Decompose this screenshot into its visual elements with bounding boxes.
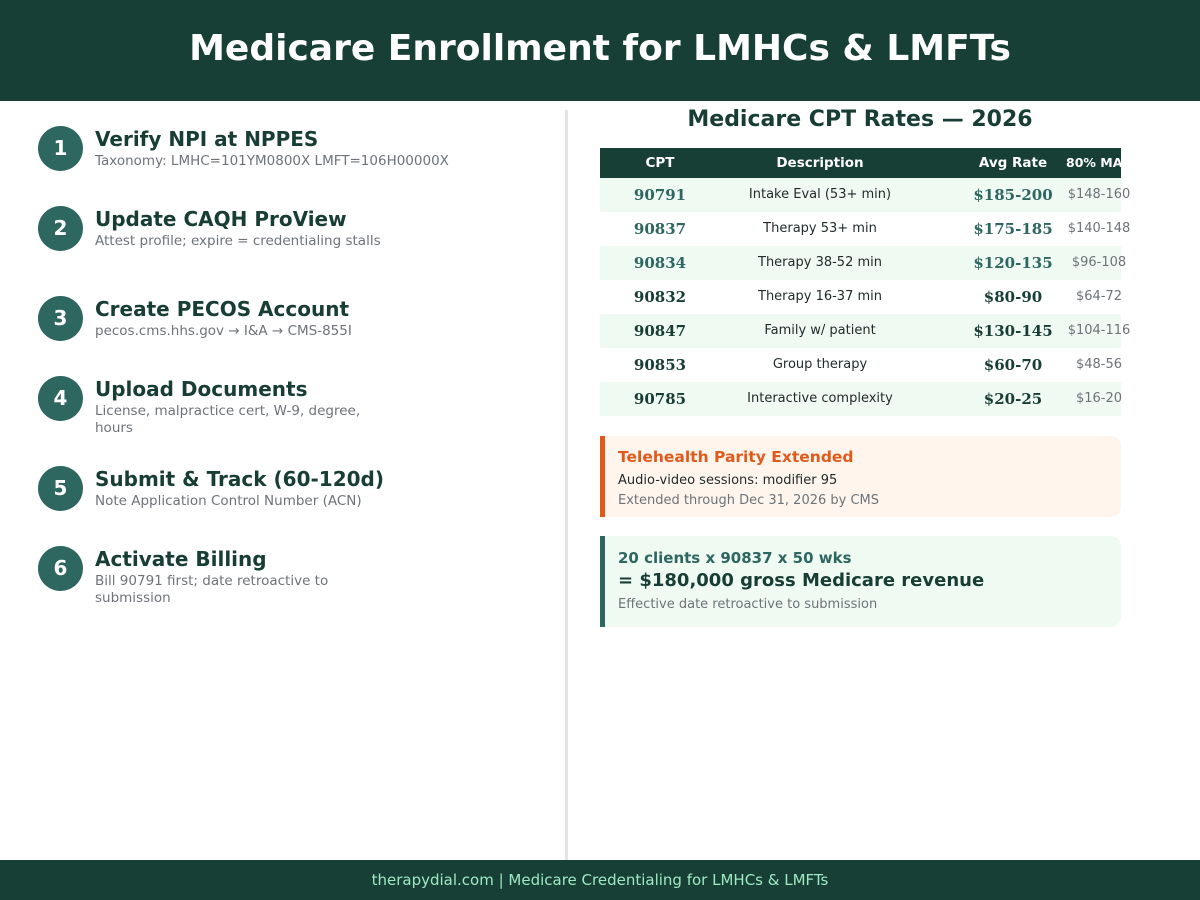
ma-rate: $140-148 [1067, 221, 1131, 236]
cpt-rates-table [600, 148, 1131, 416]
telehealth-detail: Audio-video sessions: modifier 95 [618, 473, 838, 488]
cpt-description: Group therapy [772, 357, 868, 372]
step-number-badge: 3 [38, 296, 83, 341]
ma-rate: $64-72 [1075, 289, 1123, 304]
step-number-badge: 5 [38, 466, 83, 511]
step-3 [38, 296, 538, 376]
avg-rate: $130-145 [973, 322, 1053, 340]
table-row [600, 212, 1131, 246]
cpt-code: 90785 [633, 390, 687, 408]
revenue-formula: 20 clients x 90837 x 50 wks [618, 549, 852, 567]
column-divider [565, 110, 568, 860]
step-title: Update CAQH ProView [95, 207, 347, 231]
cpt-description: Interactive complexity [747, 391, 893, 406]
cpt-code: 90832 [633, 288, 687, 306]
step-number-badge: 6 [38, 546, 83, 591]
column-header-avg-rate: Avg Rate [978, 155, 1048, 171]
cpt-description: Therapy 38-52 min [758, 255, 882, 270]
rates-title: Medicare CPT Rates — 2026 [687, 107, 1033, 132]
footer-text: therapydial.com | Medicare Credentialing for LMHCs & LMFTs [371, 871, 829, 889]
cpt-code: 90834 [633, 254, 687, 272]
avg-rate: $185-200 [973, 186, 1053, 204]
cpt-description: Therapy 53+ min [763, 221, 877, 236]
telehealth-callout [600, 436, 1121, 517]
table-header [600, 148, 1121, 178]
step-number-badge: 4 [38, 376, 83, 421]
avg-rate: $20-25 [983, 390, 1043, 408]
step-number-badge: 2 [38, 206, 83, 251]
telehealth-title: Telehealth Parity Extended [618, 448, 854, 466]
revenue-note: Effective date retroactive to submission [618, 597, 878, 612]
table-row [600, 246, 1127, 280]
step-6 [38, 546, 538, 626]
step-description: Bill 90791 first; date retroactive to submission [95, 573, 329, 606]
ma-rate: $96-108 [1071, 255, 1127, 270]
cpt-description: Therapy 16-37 min [758, 289, 882, 304]
step-5 [38, 466, 538, 546]
revenue-total: = $180,000 gross Medicare revenue [618, 570, 985, 591]
cpt-description: Family w/ patient [764, 323, 876, 338]
step-title: Upload Documents [95, 377, 308, 401]
step-number-badge: 1 [38, 126, 83, 171]
step-description: Taxonomy: LMHC=101YM0800X LMFT=106H00000X [95, 153, 449, 169]
page-title: Medicare Enrollment for LMHCs & LMFTs [189, 28, 1011, 69]
cpt-code: 90791 [633, 186, 687, 204]
step-description: Attest profile; expire = credentialing stalls [95, 233, 381, 249]
cpt-code: 90837 [633, 220, 687, 238]
avg-rate: $80-90 [983, 288, 1043, 306]
table-row [600, 178, 1131, 212]
step-title: Create PECOS Account [95, 297, 350, 321]
cpt-code: 90847 [633, 322, 687, 340]
step-title: Verify NPI at NPPES [95, 127, 319, 151]
ma-rate: $104-116 [1067, 323, 1131, 338]
avg-rate: $60-70 [983, 356, 1043, 374]
column-header-description: Description [776, 155, 864, 171]
telehealth-note: Extended through Dec 31, 2026 by CMS [618, 493, 880, 508]
cpt-description: Intake Eval (53+ min) [748, 187, 892, 202]
header-bar [0, 0, 1200, 101]
column-header-ma: 80% MA [1066, 155, 1123, 170]
table-row [600, 280, 1121, 314]
table-row [600, 382, 1121, 416]
revenue-callout [600, 536, 1121, 627]
column-header-cpt: CPT [645, 155, 675, 171]
ma-rate: $16-20 [1075, 391, 1123, 406]
avg-rate: $120-135 [973, 254, 1053, 272]
step-4 [38, 376, 538, 456]
step-2 [38, 206, 538, 286]
table-row [600, 314, 1131, 348]
footer-bar [0, 860, 1200, 900]
step-title: Activate Billing [95, 547, 267, 571]
avg-rate: $175-185 [973, 220, 1053, 238]
step-description: pecos.cms.hhs.gov → I&A → CMS-855I [95, 323, 352, 339]
step-title: Submit & Track (60-120d) [95, 467, 384, 491]
ma-rate: $148-160 [1067, 187, 1131, 202]
cpt-code: 90853 [633, 356, 687, 374]
step-description: License, malpractice cert, W-9, degree, hours [95, 403, 361, 436]
step-description: Note Application Control Number (ACN) [95, 493, 362, 509]
table-row [600, 348, 1121, 382]
step-1 [38, 126, 538, 206]
ma-rate: $48-56 [1075, 357, 1123, 372]
